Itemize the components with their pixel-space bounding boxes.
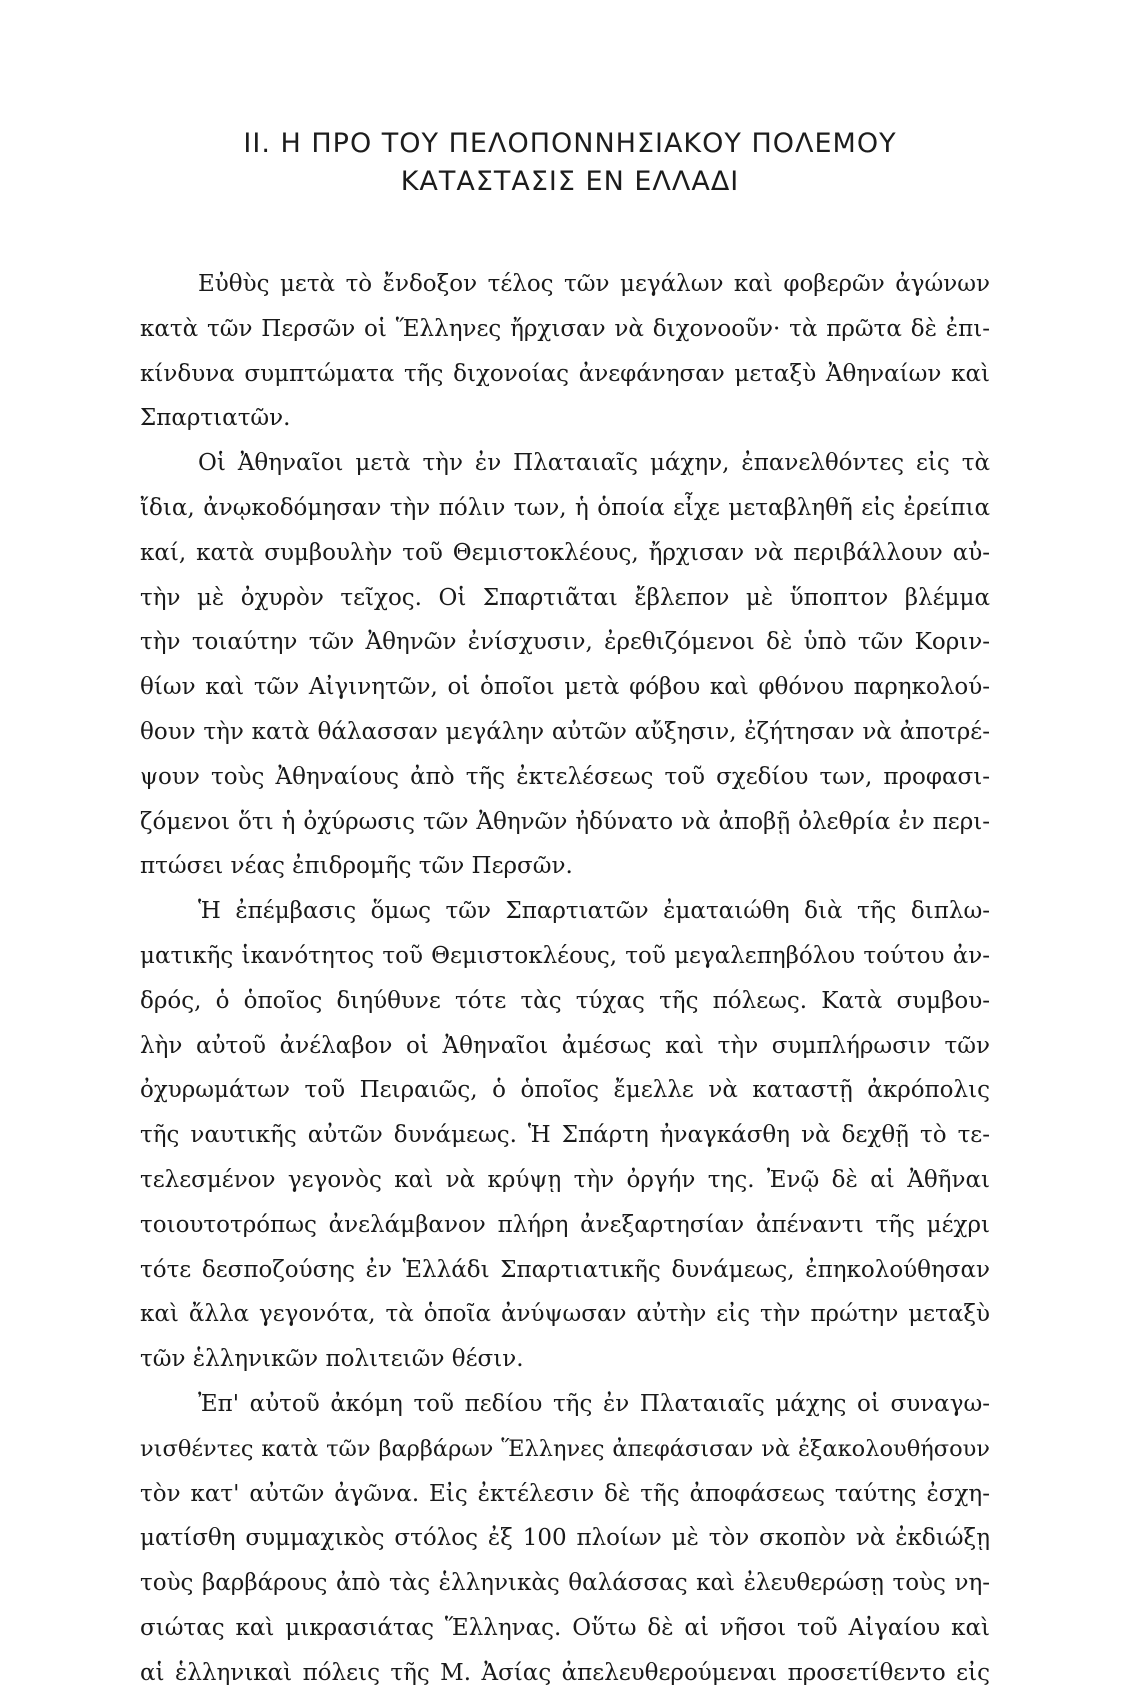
text-line: καὶ ἄλλα γεγονότα, τὰ ὁποῖα ἀνύψωσαν αὐτὴν εἰς τὴν πρώτην μεταξὺ: [140, 1301, 990, 1328]
text-line: τοιουτοτρόπως ἀνελάμβανον πλήρη ἀνεξαρτησίαν ἀπέναντι τῆς μέχρι: [140, 1211, 990, 1238]
text-line: Σπαρτιατῶν.: [140, 405, 291, 432]
text-line: τὸν κατ' αὐτῶν ἀγῶνα. Εἰς ἐκτέλεσιν δὲ τῆς ἀποφάσεως ταύτης ἐσχη-: [140, 1480, 990, 1507]
text-line: ψουν τοὺς Ἀθηναίους ἀπὸ τῆς ἐκτελέσεως τοῦ σχεδίου των, προφασι-: [140, 763, 990, 790]
text-line: Εὐθὺς μετὰ τὸ ἔνδοξον τέλος τῶν μεγάλων καὶ φοβερῶν ἀγώνων: [198, 271, 990, 297]
chapter-title-line-1: II. Η ΠΡΟ ΤΟΥ ΠΕΛΟΠΟΝΝΗΣΙΑΚΟΥ ΠΟΛΕΜΟΥ: [243, 128, 897, 159]
text-line: ματικῆς ἱκανότητος τοῦ Θεμιστοκλέους, τοῦ μεγαλεπηβόλου τούτου ἀν-: [140, 942, 990, 969]
text-line: Οἱ Ἀθηναῖοι μετὰ τὴν ἐν Πλαταιαῖς μάχην, ἐπανελθόντες εἰς τὰ: [198, 450, 990, 477]
chapter-title-line-2: ΚΑΤΑΣΤΑΣΙΣ ΕΝ ΕΛΛΑΔΙ: [400, 166, 740, 197]
text-line: Ἐπ' αὐτοῦ ἀκόμη τοῦ πεδίου τῆς ἐν Πλαταιαῖς μάχης οἱ συναγω-: [198, 1390, 990, 1417]
text-line: κατὰ τῶν Περσῶν οἱ Ἕλληνες ἤρχισαν νὰ διχονοοῦν· τὰ πρῶτα δὲ ἐπι-: [140, 315, 990, 342]
text-line: καί, κατὰ συμβουλὴν τοῦ Θεμιστοκλέους, ἤρχισαν νὰ περιβάλλουν αὐ-: [140, 539, 990, 566]
text-line: ὀχυρωμάτων τοῦ Πειραιῶς, ὁ ὁποῖος ἔμελλε νὰ καταστῇ ἀκρόπολις: [140, 1077, 990, 1104]
text-line: τοὺς βαρβάρους ἀπὸ τὰς ἑλληνικὰς θαλάσσας καὶ ἐλευθερώσῃ τοὺς νη-: [140, 1570, 990, 1597]
text-line: τὴν τοιαύτην τῶν Ἀθηνῶν ἐνίσχυσιν, ἐρεθιζόμενοι δὲ ὑπὸ τῶν Κοριν-: [140, 629, 990, 656]
text-line: σιώτας καὶ μικρασιάτας Ἕλληνας. Οὕτω δὲ αἱ νῆσοι τοῦ Αἰγαίου καὶ: [140, 1614, 990, 1641]
text-line: νισθέντες κατὰ τῶν βαρβάρων Ἕλληνες ἀπεφάσισαν νὰ ἐξακολουθήσουν: [140, 1435, 990, 1462]
text-line: τῶν ἑλληνικῶν πολιτειῶν θέσιν.: [140, 1346, 524, 1373]
body-text: [140, 262, 990, 1696]
text-line: αἱ ἑλληνικαὶ πόλεις τῆς Μ. Ἀσίας ἀπελευθερούμεναι προσετίθεντο εἰς: [140, 1659, 990, 1686]
text-line: θουν τὴν κατὰ θάλασσαν μεγάλην αὐτῶν αὔξησιν, ἐζήτησαν νὰ ἀποτρέ-: [140, 718, 990, 745]
text-line: τότε δεσποζούσης ἐν Ἑλλάδι Σπαρτιατικῆς δυνάμεως, ἐπηκολούθησαν: [140, 1256, 990, 1283]
text-line: λὴν αὐτοῦ ἀνέλαβον οἱ Ἀθηναῖοι ἀμέσως καὶ τὴν συμπλήρωσιν τῶν: [140, 1032, 990, 1059]
text-line: ματίσθη συμμαχικὸς στόλος ἐξ 100 πλοίων μὲ τὸν σκοπὸν νὰ ἐκδιώξῃ: [140, 1525, 990, 1552]
text-line: δρός, ὁ ὁποῖος διηύθυνε τότε τὰς τύχας τῆς πόλεως. Κατὰ συμβου-: [140, 987, 990, 1014]
text-line: τελεσμένον γεγονὸς καὶ νὰ κρύψῃ τὴν ὀργήν της. Ἐνῷ δὲ αἱ Ἀθῆναι: [140, 1166, 990, 1193]
text-line: πτώσει νέας ἐπιδρομῆς τῶν Περσῶν.: [140, 853, 573, 880]
text-line: θίων καὶ τῶν Αἰγινητῶν, οἱ ὁποῖοι μετὰ φόβου καὶ φθόνου παρηκολού-: [140, 674, 990, 701]
text-line: τῆς ναυτικῆς αὐτῶν δυνάμεως. Ἡ Σπάρτη ἠναγκάσθη νὰ δεχθῇ τὸ τε-: [140, 1122, 990, 1149]
text-line: ἴδια, ἀνῳκοδόμησαν τὴν πόλιν των, ἡ ὁποία εἶχε μεταβληθῆ εἰς ἐρείπια: [140, 494, 990, 521]
text-line: ζόμενοι ὅτι ἡ ὀχύρωσις τῶν Ἀθηνῶν ἠδύνατο νὰ ἀποβῇ ὀλεθρία ἐν περι-: [140, 808, 990, 835]
text-line: Ἡ ἐπέμβασις ὅμως τῶν Σπαρτιατῶν ἐματαιώθη διὰ τῆς διπλω-: [198, 898, 990, 925]
text-line: κίνδυνα συμπτώματα τῆς διχονοίας ἀνεφάνησαν μεταξὺ Ἀθηναίων καὶ: [140, 360, 990, 387]
text-line: τὴν μὲ ὀχυρὸν τεῖχος. Οἱ Σπαρτιᾶται ἔβλεπον μὲ ὕποπτον βλέμμα: [140, 584, 990, 611]
